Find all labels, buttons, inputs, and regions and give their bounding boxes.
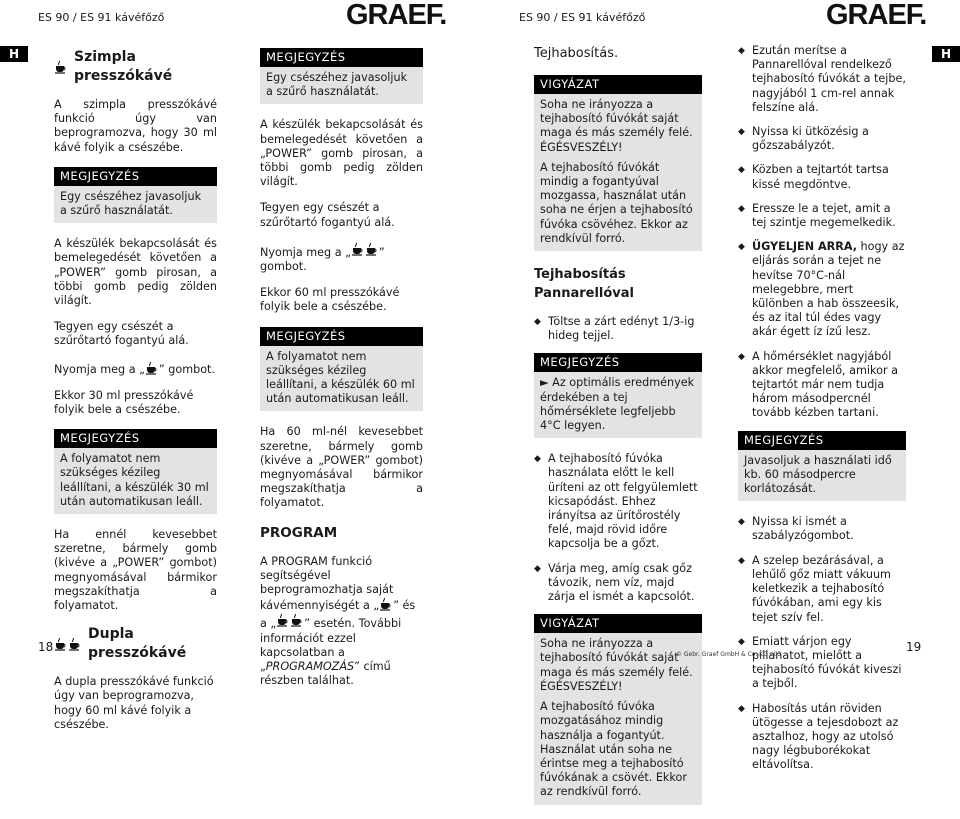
column-1 <box>54 48 217 744</box>
note-title: MEGJEGYZÉS <box>54 167 217 186</box>
warning-title: VIGYÁZAT <box>534 614 702 633</box>
paragraph: Tegyen egy csészét a szűrőtartó fogantyú alá. <box>260 201 395 229</box>
note-text: Egy csészéhez javasoljuk a szűrő használatát. <box>60 189 202 218</box>
paragraph: A szimpla presszókávé funkció úgy van beprogramozva, hogy 30 ml kávé folyik a csészébe. <box>54 98 217 154</box>
paragraph: Ekkor 60 ml presszókávé folyik bele a csészébe. <box>260 286 400 314</box>
list-item: ◆ Eressze le a tejet, amit a tej szintje megemelkedik. <box>738 202 906 230</box>
section-title: Dupla presszókávé <box>88 626 187 662</box>
note-title: MEGJEGYZÉS <box>260 48 423 67</box>
section-heading-double-espresso <box>54 625 217 663</box>
copyright: © Gebr. Graef GmbH & Co. KG - 03 <box>676 651 782 658</box>
note-box <box>260 327 423 412</box>
paragraph-press-button: Nyomja meg a „ ” gombot. <box>54 362 215 376</box>
note-box <box>54 429 217 514</box>
list-item: ◆ Közben a tejtartót tartsa kissé megdöntve. <box>738 163 906 191</box>
note-box <box>738 431 906 502</box>
note-box <box>54 167 217 223</box>
section-title: Szimpla presszókávé <box>74 49 173 84</box>
list-item: ◆ Ezután merítse a Pannarellóval rendelkező tejhabosító fúvókát a tejbe, nagyjából 1 cm-rel annak felszíne alá. <box>738 44 906 115</box>
paragraph: Ha ennél kevesebbet szeretne, bármely gomb (kivéve a „POWER” gombot) megnyomásával bármikor megszakíthatja a folyamatot. <box>54 528 217 613</box>
note-title: MEGJEGYZÉS <box>260 327 423 346</box>
list-item: ◆ A szelep bezárásával, a lehűlő gőz miatt vákuum keletkezik a tejhabosító fúvókában, ami egy kis tejet szív fel. <box>738 554 906 625</box>
note-text: A folyamatot nem szükséges kézileg leállítani, a készülék 60 ml után automatikusan leáll. <box>266 349 415 406</box>
brand-logo-left: GRAEF. <box>346 0 447 31</box>
list-item: ◆ Várja meg, amíg csak gőz távozik, nem víz, majd zárja el ismét a kapcsolót. <box>534 562 702 605</box>
list-item: ◆ Nyissa ki ütközésig a gőzszabályzót. <box>738 125 906 153</box>
paragraph: Ha 60 ml-nél kevesebbet szeretne, bármely gomb (kivéve a „POWER” gombot) megnyomásával bármikor megszakíthatja a folyamatot. <box>260 425 423 510</box>
section-heading-program: PROGRAM <box>260 524 338 541</box>
single-cup-icon <box>145 361 159 375</box>
note-title: MEGJEGYZÉS <box>738 431 906 450</box>
list-item: ◆ Nyissa ki ismét a szabályzógombot. <box>738 515 906 543</box>
bullet-list <box>738 515 906 772</box>
note-text: ► Az optimális eredmények érdekében a tej hőmérséklete legfeljebb 4°C legyen. <box>540 376 695 433</box>
list-item: ◆ ÜGYELJEN ARRA, hogy az eljárás során a tejet ne hevítse 70°C-nál melegebbre, mert különben a hab összeesik, és az ital túl édes vagy akár égett íz ízű lesz. <box>738 240 906 339</box>
note-title: MEGJEGYZÉS <box>534 353 702 372</box>
list-item: ◆ Habosítás után röviden ütögesse a tejesdobozt az asztalhoz, hogy az utolsó nagy légbuborékokat eltávolítsa. <box>738 702 906 773</box>
note-box <box>260 48 423 104</box>
section-heading-pannarello: Tejhabosítás Pannarellóval <box>534 267 635 302</box>
warning-text: Soha ne irányozza a tejhabosító fúvókát saját maga és más személy felé. ÉGÉSVESZÉLY! <box>540 98 693 154</box>
language-tab-left: H <box>0 46 28 62</box>
column-2 <box>260 48 423 701</box>
paragraph: Tegyen egy csészét a szűrőtartó fogantyú alá. <box>54 320 189 348</box>
emphasis: ÜGYELJEN ARRA, <box>752 240 857 254</box>
list-item: ◆ A tejhabosító fúvóka használata előtt le kell üríteni az ott felgyülemlett kicsapódást. Ehhez irányítsa az ürítőrostély felé, majd rövid időre kapcsolja be a gőzt. <box>534 452 702 551</box>
warning-text: A tejhabosító fúvóka mozgatásához mindig használja a fogantyút. Használat után soha ne érintse meg a tejhabosító fúvókának a csövét. Ekkor az rendkívül forró. <box>540 700 687 799</box>
column-4 <box>738 44 906 783</box>
header-model-left: ES 90 / ES 91 kávéfőző <box>38 11 165 24</box>
double-cup-icon <box>54 637 82 651</box>
warning-box <box>534 75 702 251</box>
warning-box <box>534 614 702 804</box>
page-number-left: 18 <box>38 640 54 654</box>
paragraph: A dupla presszókávé funkció úgy van beprogramozva, hogy 60 ml kávé folyik a csészébe. <box>54 675 214 731</box>
bullet-list <box>534 452 702 604</box>
warning-text: A tejhabosító fúvókát mindig a fogantyúval mozgassa, használat után soha ne érjen a tejhabosító fúvóka csövéhez. Ekkor az rendkívül forró. <box>540 160 693 245</box>
note-text: A folyamatot nem szükséges kézileg leállítani, a készülék 30 ml után automatikusan leáll. <box>60 452 209 508</box>
warning-text: Soha ne irányozza a tejhabosító fúvókát saját maga és más személy felé. ÉGÉSVESZÉLY! <box>540 637 693 693</box>
note-text: Egy csészéhez javasoljuk a szűrő használatát. <box>266 71 408 99</box>
column-3 <box>534 44 702 819</box>
bullet-list <box>534 315 702 343</box>
single-cup-icon <box>54 60 68 74</box>
warning-title: VIGYÁZAT <box>534 75 702 94</box>
paragraph: Ekkor 30 ml presszókávé folyik bele a csészébe. <box>54 388 194 417</box>
bullet-list <box>738 44 906 421</box>
single-cup-icon <box>379 597 393 611</box>
brand-logo-right: GRAEF. <box>826 0 927 31</box>
section-heading-milk-frothing: Tejhabosítás. <box>534 46 619 61</box>
cross-reference-link: PROGRAMOZÁS <box>265 660 355 674</box>
paragraph-program: A PROGRAM funkció segítségével beprogramozhatja saját kávémennyiségét a „ ” és a „ ” esetén. További információt ezzel kapcsolatban a „PROGRAMOZÁS” című részben találhat. <box>260 554 416 688</box>
page-number-right: 19 <box>906 640 922 654</box>
section-heading-single-espresso <box>54 48 217 86</box>
list-item: ◆ A hőmérséklet nagyjából akkor megfelelő, amikor a tejtartót már nem tudja három másodpercnél tovább kézben tartani. <box>738 350 906 421</box>
paragraph-press-button: Nyomja meg a „ ” gombot. <box>260 242 423 274</box>
double-cup-icon <box>276 613 304 627</box>
paragraph: A készülék bekapcsolását és bemelegedését követően a „POWER” gomb pirosan, a többi gomb pedig zölden világít. <box>260 118 423 189</box>
note-text: Javasoljuk a használati idő kb. 60 másodpercre korlátozását. <box>744 453 892 496</box>
double-cup-icon <box>351 242 379 256</box>
language-tab-right: H <box>932 46 960 62</box>
note-title: MEGJEGYZÉS <box>54 429 217 448</box>
paragraph: A készülék bekapcsolását és bemelegedését követően a „POWER” gomb pirosan, a többi gomb pedig zölden világít. <box>54 237 217 308</box>
list-item: ◆ Emiatt várjon egy pillanatot, mielőtt a tejhabosító fúvókát kiveszi a tejből. <box>738 635 906 692</box>
list-item: ◆ Töltse a zárt edényt 1/3-ig hideg tejjel. <box>534 315 702 343</box>
header-model-right: ES 90 / ES 91 kávéfőző <box>519 11 646 24</box>
note-box <box>534 353 702 438</box>
